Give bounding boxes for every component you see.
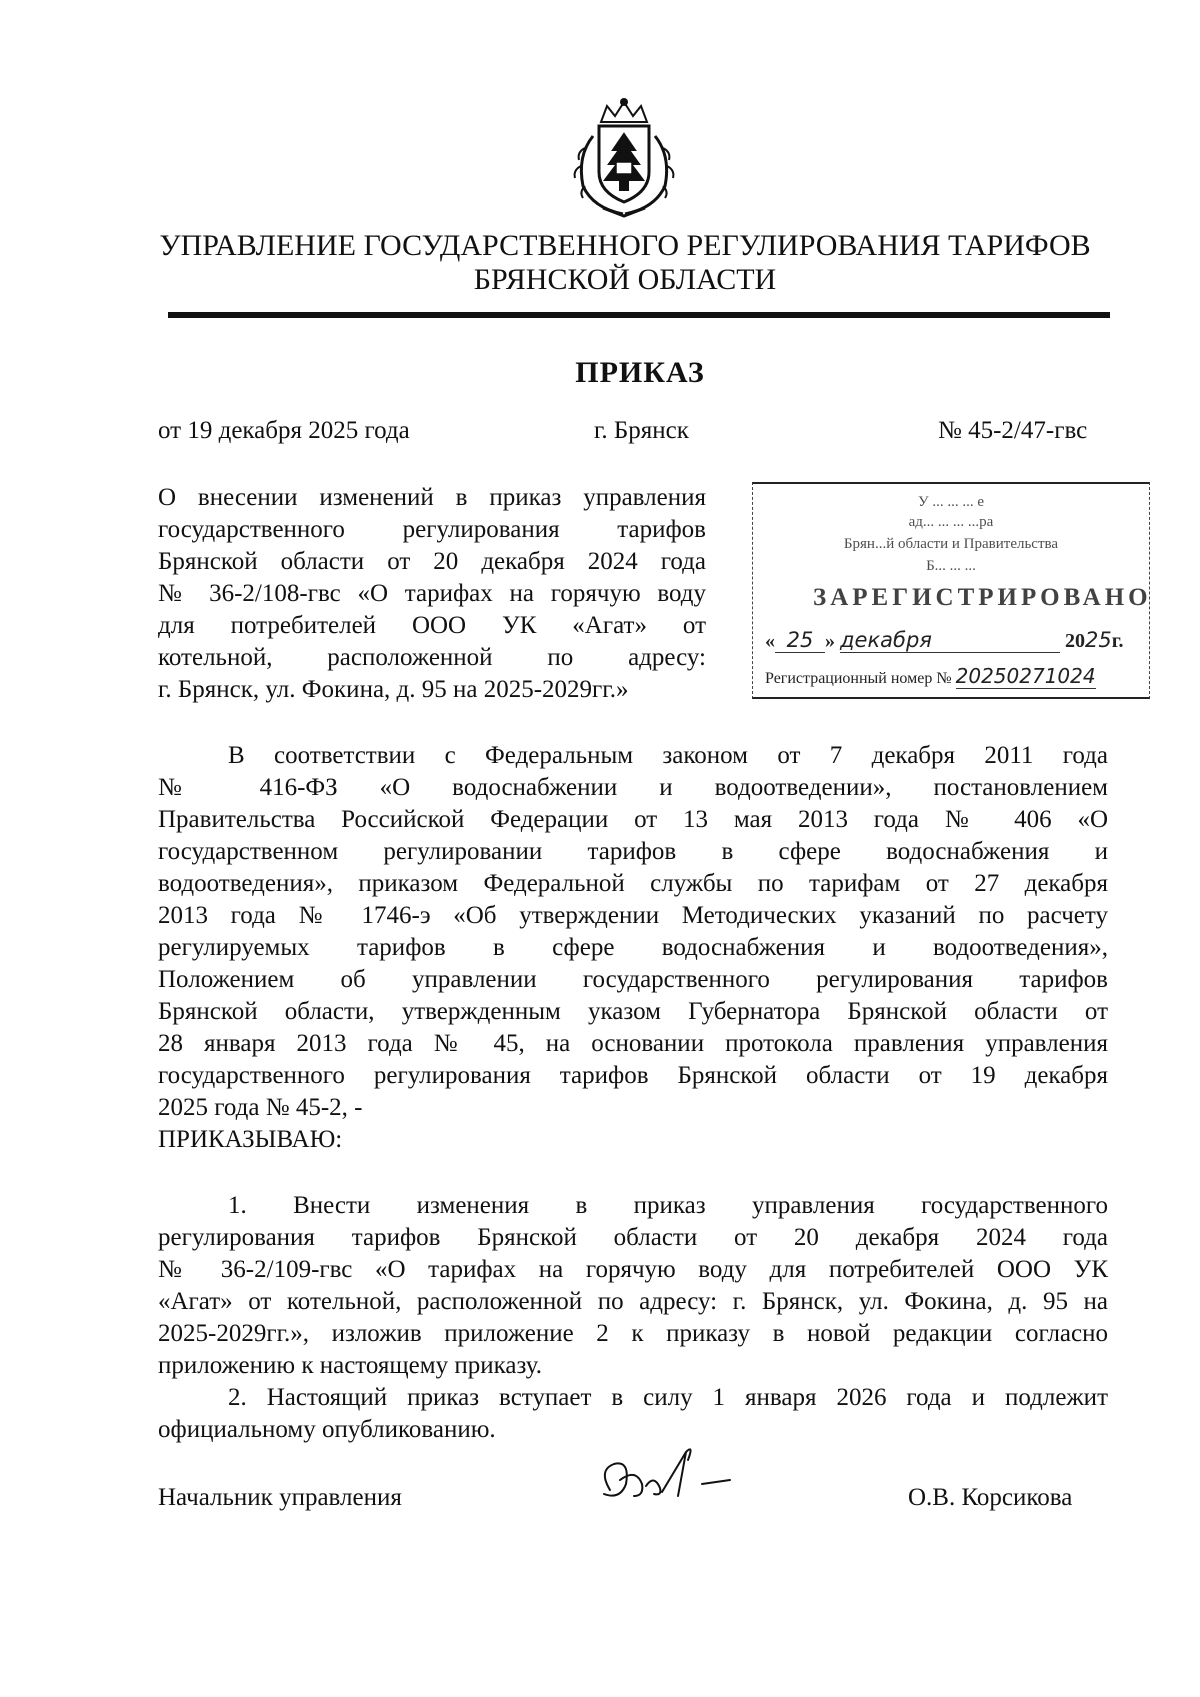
organization-name-line1: УПРАВЛЕНИЕ ГОСУДАРСТВЕННОГО РЕГУЛИРОВАНИЯ ТАРИФОВ xyxy=(159,229,1091,262)
signatory-title: Начальник управления xyxy=(158,1484,402,1511)
header-divider xyxy=(168,312,1110,318)
item1-line: 1. Внести изменения в приказ управления государственного xyxy=(228,1192,1108,1219)
stamp-date-month: декабря xyxy=(840,628,1020,653)
stamp-text-row: Брян...й области и Правительства xyxy=(843,536,1059,552)
stamp-date: « 25 » декабря 2025г. xyxy=(765,628,1124,652)
stamp-registered-label: ЗАРЕГИСТРИРОВАНО xyxy=(813,584,1152,611)
stamp-registration-label: Регистрационный номер № xyxy=(765,670,952,687)
stamp-text-row: ад... ... ... ...ра xyxy=(908,514,994,530)
preamble-line: Положением об управлении государственного регулирования тарифов xyxy=(158,966,1108,993)
preamble-line: регулируемых тарифов в сфере водоснабжения и водоотведения», xyxy=(158,934,1108,961)
preamble-line: водоотведения», приказом Федеральной службы по тарифам от 27 декабря xyxy=(158,870,1108,897)
item1-line: № 36-2/109-гвс «О тарифах на горячую воду для потребителей ООО УК xyxy=(158,1256,1108,1283)
subject-line: № 36-2/108-гвс «О тарифах на горячую воду xyxy=(158,580,706,607)
stamp-date-year-suffix: 25 xyxy=(1085,628,1112,652)
item1-line: приложению к настоящему приказу. xyxy=(158,1352,543,1379)
stamp-text-row: Б... ... ... xyxy=(926,558,976,574)
subject-line: для потребителей ООО УК «Агат» от xyxy=(158,612,706,639)
item2-line: 2. Настоящий приказ вступает в силу 1 января 2026 года и подлежит xyxy=(228,1384,1108,1411)
preamble-paragraph xyxy=(158,740,1108,1156)
subject-line: государственного регулирования тарифов xyxy=(158,516,706,543)
document-title: ПРИКАЗ xyxy=(575,356,705,389)
stamp-date-year-prefix: 20 xyxy=(1065,630,1085,652)
coat-of-arms-emblem xyxy=(563,96,685,222)
order-number: № 45-2/47-гвс xyxy=(938,417,1088,444)
order-city: г. Брянск xyxy=(594,417,689,444)
stamp-text-row: У ... ... ... е xyxy=(917,494,985,510)
subject-line: О внесении изменений в приказ управления xyxy=(158,484,706,511)
organization-name-line2: БРЯНСКОЙ ОБЛАСТИ xyxy=(473,263,777,296)
item1-line: «Агат» от котельной, расположенной по адресу: г. Брянск, ул. Фокина, д. 95 на xyxy=(158,1288,1108,1315)
orders-word: ПРИКАЗЫВАЮ: xyxy=(158,1126,343,1153)
item1-line: 2025-2029гг.», изложив приложение 2 к приказу в новой редакции согласно xyxy=(158,1320,1108,1347)
item1-line: регулирования тарифов Брянской области от 20 декабря 2024 года xyxy=(158,1224,1108,1251)
preamble-line: Правительства Российской Федерации от 13 мая 2013 года № 406 «О xyxy=(158,806,1108,833)
handwritten-signature xyxy=(590,1440,740,1520)
preamble-line: государственном регулировании тарифов в сфере водоснабжения и xyxy=(158,838,1108,865)
stamp-date-year-end: г. xyxy=(1111,630,1124,652)
signatory-name: О.В. Корсикова xyxy=(908,1484,1073,1511)
preamble-line: 2013 года № 1746-э «Об утверждении Методических указаний по расчету xyxy=(158,902,1108,929)
preamble-line: В соответствии с Федеральным законом от 7 декабря 2011 года xyxy=(228,742,1108,769)
item2-line: официальному опубликованию. xyxy=(158,1416,496,1443)
subject-line: г. Брянск, ул. Фокина, д. 95 на 2025-2029гг.» xyxy=(158,676,629,703)
preamble-line: № 416-ФЗ «О водоснабжении и водоотведении», постановлением xyxy=(158,774,1108,801)
preamble-line: 2025 года № 45-2, - xyxy=(158,1094,363,1121)
subject-line: котельной, расположенной по адресу: xyxy=(158,644,706,671)
preamble-line: Брянской области, утвержденным указом Губернатора Брянской области от xyxy=(158,998,1108,1025)
stamp-date-day: 25 xyxy=(775,628,825,653)
order-items xyxy=(158,1190,1108,1446)
order-date: от 19 декабря 2025 года xyxy=(158,417,410,444)
subject-line: Брянской области от 20 декабря 2024 года xyxy=(158,548,706,575)
stamp-registration-number: 20250271024 xyxy=(955,664,1096,688)
preamble-line: государственного регулирования тарифов Брянской области от 19 декабря xyxy=(158,1062,1108,1089)
registration-stamp xyxy=(752,482,1150,699)
preamble-line: 28 января 2013 года № 45, на основании протокола правления управления xyxy=(158,1030,1108,1057)
order-subject xyxy=(158,482,706,706)
stamp-registration xyxy=(765,664,1140,688)
